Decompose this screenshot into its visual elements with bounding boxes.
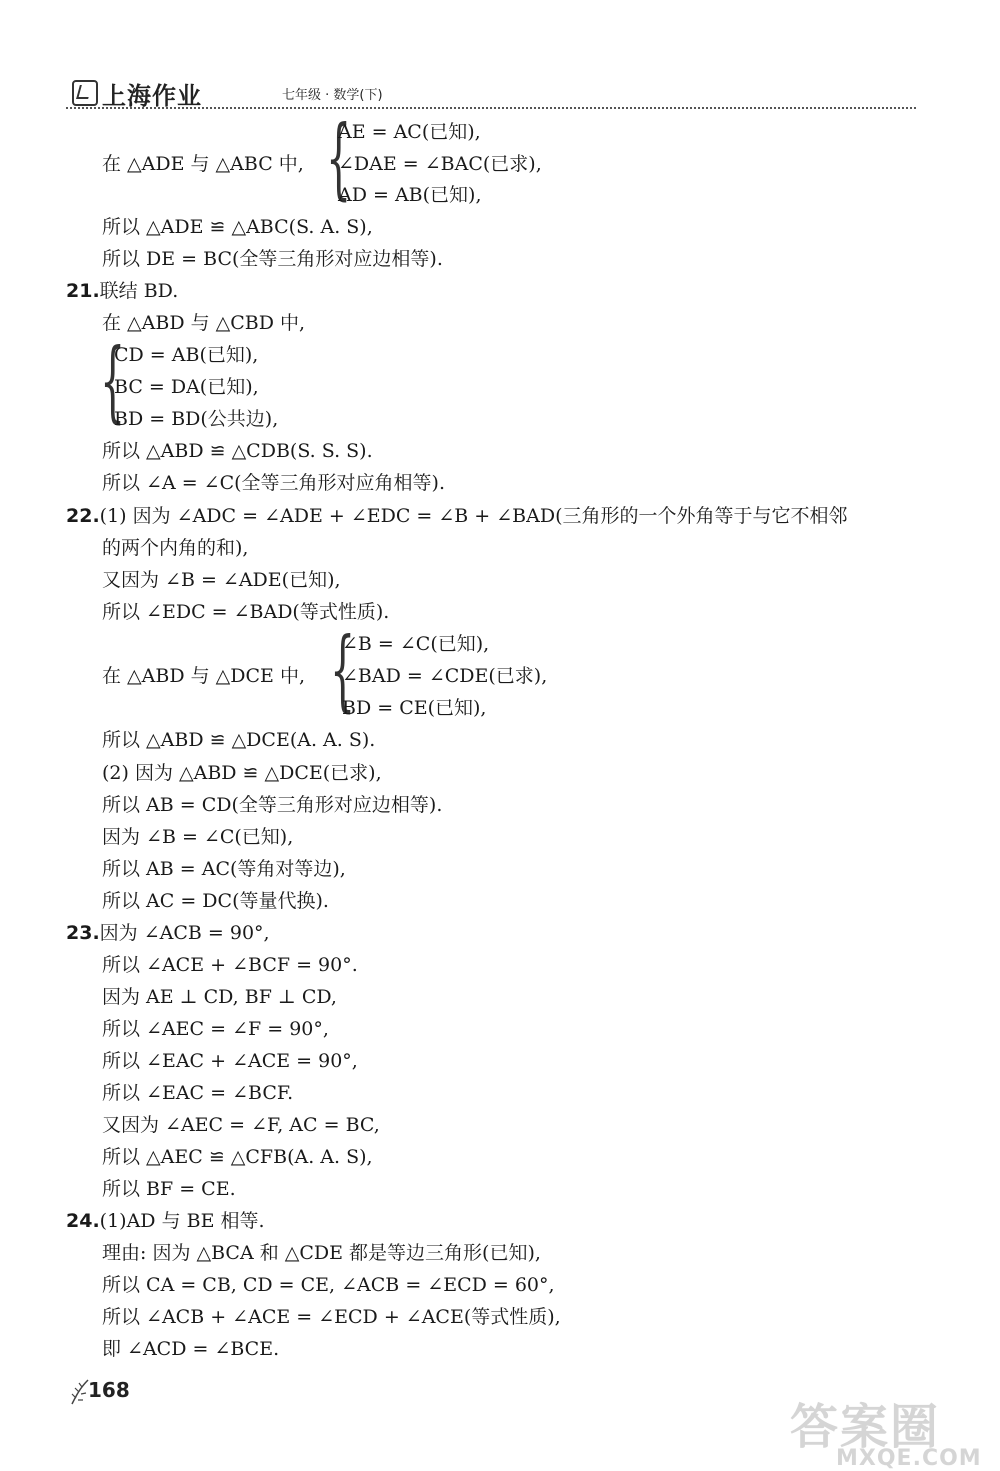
line-text: 所以 AB = AC(等角对等边), <box>102 858 346 880</box>
solution-line <box>338 181 482 209</box>
solution-line <box>102 1271 555 1299</box>
solution-line <box>102 887 329 915</box>
line-text: BD = CE(已知), <box>342 697 487 719</box>
solution-line <box>102 1143 373 1171</box>
problem-number: 21. <box>66 280 100 302</box>
solution-line <box>342 662 547 690</box>
line-text: 理由: 因为 △BCA 和 △CDE 都是等边三角形(已知), <box>102 1242 541 1264</box>
solution-line <box>338 150 542 178</box>
problem-number: 22. <box>66 505 100 527</box>
line-text: (1) 因为 ∠ADC = ∠ADE + ∠EDC = ∠B + ∠BAD(三角形的一个外角等于与它不相邻 <box>99 505 848 527</box>
solution-line <box>66 919 270 947</box>
system-brace-2: { <box>100 329 126 432</box>
line-text: 即 ∠ACD = ∠BCE. <box>102 1338 280 1360</box>
solution-line <box>102 534 248 562</box>
solution-line <box>102 245 443 273</box>
solution-line <box>102 1111 380 1139</box>
line-text: 所以 ∠A = ∠C(全等三角形对应角相等). <box>102 472 446 494</box>
page-number: 168 <box>88 1378 130 1402</box>
line-text: 所以 BF = CE. <box>102 1178 236 1200</box>
book-logo-icon <box>72 80 98 106</box>
solution-line <box>114 405 278 433</box>
line-text: 所以 ∠ACB + ∠ACE = ∠ECD + ∠ACE(等式性质), <box>102 1306 561 1328</box>
solution-line <box>102 1239 541 1267</box>
line-text: ∠BAD = ∠CDE(已求), <box>342 665 548 687</box>
line-text: (1)AD 与 BE 相等. <box>99 1210 265 1232</box>
solution-line <box>102 726 375 754</box>
line-text: 在 △ADE 与 △ABC 中, <box>102 153 304 175</box>
solution-line <box>102 309 305 337</box>
line-text: 在 △ABD 与 △DCE 中, <box>102 665 305 687</box>
line-text: 因为 ∠ACB = 90°, <box>99 922 270 944</box>
solution-line <box>102 662 305 690</box>
line-text: AE = AC(已知), <box>338 121 481 143</box>
watermark-url: MXQE.COM <box>836 1446 982 1471</box>
system-brace-1: { <box>326 106 352 209</box>
solution-line <box>102 1335 279 1363</box>
line-text: 因为 ∠B = ∠C(已知), <box>102 826 294 848</box>
line-text: 所以 ∠EAC = ∠BCF. <box>102 1082 294 1104</box>
header-divider <box>66 107 916 109</box>
line-text: 所以 AB = CD(全等三角形对应边相等). <box>102 794 443 816</box>
line-text: 所以 △AEC ≌ △CFB(A. A. S), <box>102 1146 373 1168</box>
solution-line <box>66 502 848 530</box>
solution-line <box>102 1303 561 1331</box>
line-text: 又因为 ∠AEC = ∠F, AC = BC, <box>102 1114 380 1136</box>
line-text: BD = BD(公共边), <box>114 408 279 430</box>
line-text: CD = AB(已知), <box>114 344 259 366</box>
solution-line <box>66 277 178 305</box>
line-text: ∠B = ∠C(已知), <box>342 633 490 655</box>
solution-line <box>338 118 481 146</box>
line-text: 又因为 ∠B = ∠ADE(已知), <box>102 569 341 591</box>
line-text: ∠DAE = ∠BAC(已求), <box>338 153 542 175</box>
leaf-ornament-icon <box>70 1378 90 1410</box>
line-text: 所以 CA = CB, CD = CE, ∠ACB = ∠ECD = 60°, <box>102 1274 555 1296</box>
solution-line <box>102 1175 236 1203</box>
problem-number: 23. <box>66 922 100 944</box>
line-text: BC = DA(已知), <box>114 376 259 398</box>
line-text: 所以 ∠EDC = ∠BAD(等式性质). <box>102 601 390 623</box>
solution-line <box>102 1047 358 1075</box>
line-text: 所以 ∠EAC + ∠ACE = 90°, <box>102 1050 358 1072</box>
solution-line <box>102 823 293 851</box>
solution-line <box>102 1015 329 1043</box>
line-text: 所以 △ABD ≌ △CDB(S. S. S). <box>102 440 373 462</box>
solution-line <box>102 469 445 497</box>
solution-line <box>102 983 337 1011</box>
line-text: 所以 △ABD ≌ △DCE(A. A. S). <box>102 729 376 751</box>
solution-line <box>102 150 304 178</box>
book-subtitle: 七年级 · 数学(下) <box>282 88 383 103</box>
solution-line <box>114 341 258 369</box>
system-brace-3: { <box>330 618 356 721</box>
line-text: 因为 AE ⊥ CD, BF ⊥ CD, <box>102 986 337 1008</box>
solution-line <box>102 951 358 979</box>
line-text: 所以 ∠AEC = ∠F = 90°, <box>102 1018 329 1040</box>
solution-line <box>102 759 382 787</box>
solution-line <box>66 1207 265 1235</box>
line-text: (2) 因为 △ABD ≌ △DCE(已求), <box>102 762 382 784</box>
line-text: 联结 BD. <box>99 280 179 302</box>
problem-number: 24. <box>66 1210 100 1232</box>
solution-line <box>114 373 259 401</box>
line-text: 在 △ABD 与 △CBD 中, <box>102 312 306 334</box>
line-text: 所以 ∠ACE + ∠BCF = 90°. <box>102 954 358 976</box>
solution-line <box>102 566 341 594</box>
solution-line <box>342 694 486 722</box>
solution-line <box>102 791 442 819</box>
watermark <box>790 1388 982 1471</box>
line-text: AD = AB(已知), <box>338 184 482 206</box>
line-text: 的两个内角的和), <box>102 537 249 559</box>
solution-line <box>342 630 489 658</box>
book-title: 上海作业 <box>102 82 202 110</box>
solution-line <box>102 855 346 883</box>
solution-line <box>102 213 373 241</box>
line-text: 所以 AC = DC(等量代换). <box>102 890 329 912</box>
solution-line <box>102 1079 293 1107</box>
line-text: 所以 △ADE ≌ △ABC(S. A. S), <box>102 216 373 238</box>
solution-line <box>102 437 373 465</box>
line-text: 所以 DE = BC(全等三角形对应边相等). <box>102 248 443 270</box>
watermark-main: 答案圈 <box>790 1399 941 1455</box>
solution-line <box>102 598 389 626</box>
page-header <box>66 76 916 110</box>
